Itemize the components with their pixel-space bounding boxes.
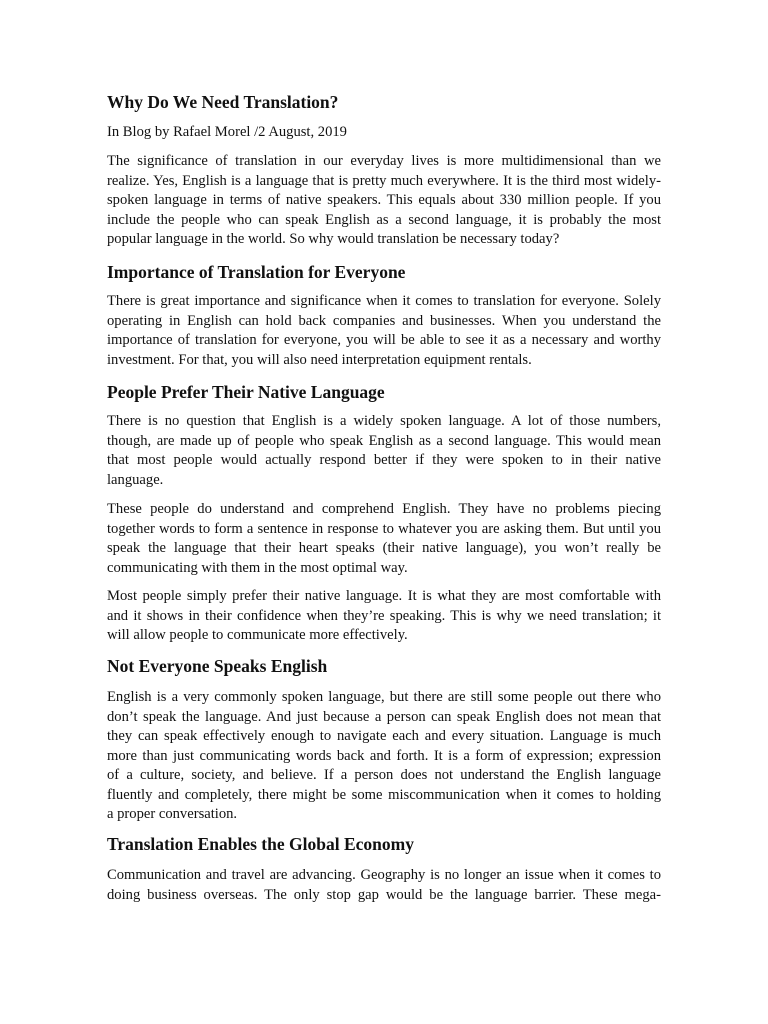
text-line: of a culture, society, and believe. If a person does not understand the English language: [107, 767, 661, 783]
text-line: importance of translation for everyone, you will be able to see it as a necessary and worthy: [107, 332, 661, 348]
text-line: doing business overseas. The only stop gap would be the language barrier. These mega-: [107, 886, 661, 903]
text-line: realize. Yes, English is a language that is pretty much everywhere. It is the third most widely-: [107, 172, 661, 189]
text-line: operating in English can hold back companies and businesses. When you understand the: [107, 312, 661, 329]
paragraph: [107, 688, 661, 825]
text-line: The significance of translation in our everyday lives is more multidimensional than we: [107, 153, 661, 169]
paragraph: [107, 500, 661, 578]
text-line: investment. For that, you will also need interpretation equipment rentals.: [107, 351, 532, 368]
text-line: they can speak effectively enough to navigate each and every situation. Language is much: [107, 728, 661, 744]
page-title: Why Do We Need Translation?: [107, 92, 339, 112]
text-line: will allow people to communicate more effectively.: [107, 627, 408, 643]
text-line: more than just communicating words back and forth. It is a form of expression; expression: [107, 747, 661, 764]
text-line: don’t speak the language. And just because a person can speak English does not mean that: [107, 708, 661, 725]
section-heading: Translation Enables the Global Economy: [107, 834, 414, 854]
text-line: fluently and completely, there might be some miscommunication when it comes to holding: [107, 786, 661, 803]
text-line: though, are made up of people who speak English as a second language. This would mean: [107, 432, 661, 449]
intro-paragraph: [107, 152, 661, 250]
text-line: popular language in the world. So why would translation be necessary today?: [107, 231, 560, 247]
text-line: English is a very commonly spoken language, but there are still some people out there who: [107, 689, 661, 705]
text-line: Most people simply prefer their native language. It is what they are most comfortable with: [107, 588, 661, 604]
text-line: language.: [107, 471, 164, 488]
paragraph: [107, 587, 661, 646]
paragraph: [107, 292, 661, 370]
text-line: together words to form a sentence in response to whatever you are asking them. But until you: [107, 520, 661, 537]
text-line: Communication and travel are advancing. Geography is no longer an issue when it comes to: [107, 867, 661, 883]
text-line: speak the language that their heart speaks (their native language), you won’t really be: [107, 540, 661, 556]
text-line: that most people would actually respond better if they were spoken to in their native: [107, 452, 661, 468]
text-line: These people do understand and comprehend English. They have no problems piecing: [107, 501, 661, 517]
byline: In Blog by Rafael Morel /2 August, 2019: [107, 124, 347, 140]
section-heading: Not Everyone Speaks English: [107, 656, 328, 676]
text-line: There is no question that English is a widely spoken language. A lot of those numbers,: [107, 413, 661, 429]
section-heading: People Prefer Their Native Language: [107, 382, 385, 402]
section-heading: Importance of Translation for Everyone: [107, 262, 406, 282]
text-line: a proper conversation.: [107, 806, 238, 822]
paragraph: [107, 866, 661, 905]
text-line: spoken language in terms of native speakers. This equals about 330 million people. If you: [107, 192, 661, 208]
paragraph: [107, 412, 661, 490]
text-line: communicating with them in the most optimal way.: [107, 559, 408, 576]
text-line: and it shows in their confidence when they’re speaking. This is why we need translation; it: [107, 607, 661, 624]
text-line: There is great importance and significance when it comes to translation for everyone. Solely: [107, 293, 661, 309]
text-line: include the people who can speak English as a second language, it is probably the most: [107, 211, 661, 228]
